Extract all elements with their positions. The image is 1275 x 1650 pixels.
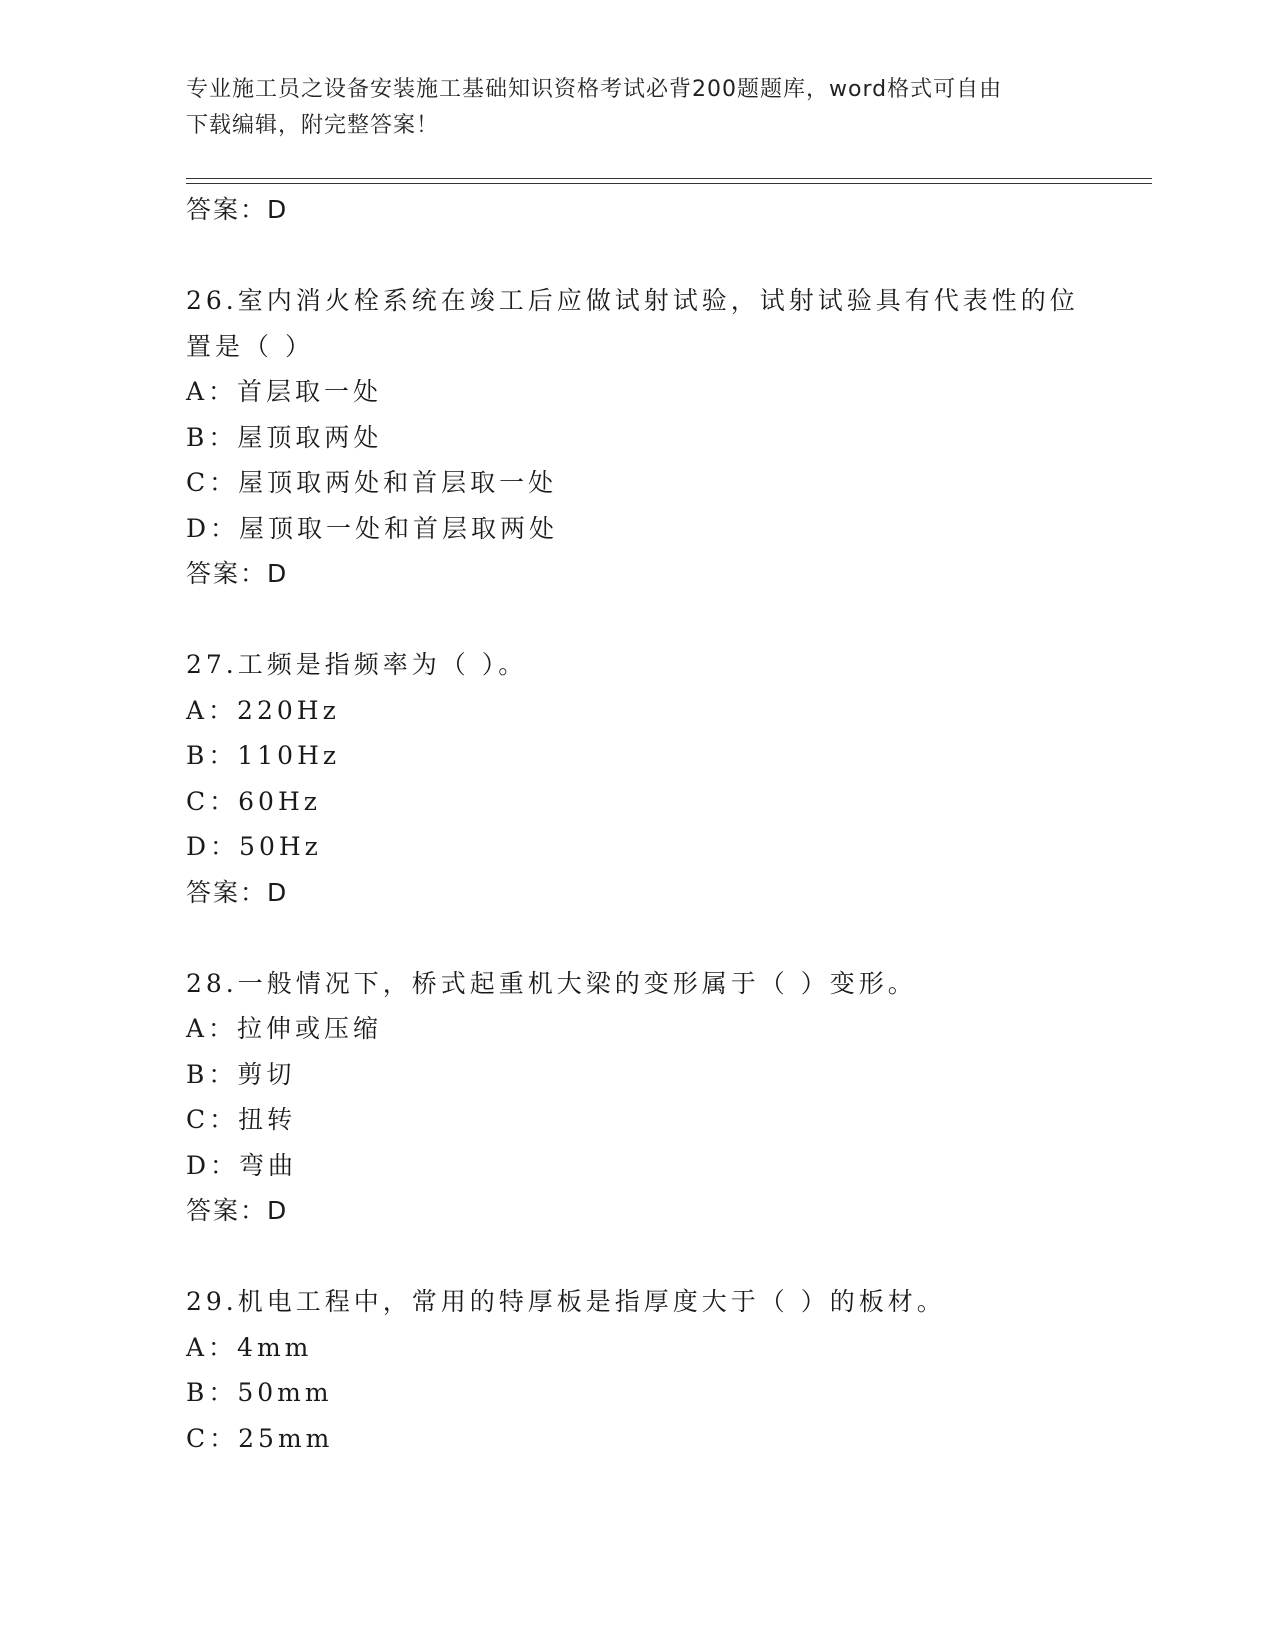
option-b: B：50mm (186, 1378, 333, 1407)
option-c: C：25mm (186, 1423, 334, 1453)
spacer (186, 1234, 1146, 1280)
answer-line: 答案：D (186, 1196, 289, 1225)
page-header (186, 72, 1086, 144)
option-c: C：60Hz (186, 786, 321, 816)
option-c: C：扭转 (186, 1105, 297, 1134)
option-a: A：220Hz (186, 695, 340, 725)
option-d: D：屋顶取一处和首层取两处 (186, 513, 559, 543)
option-d: D：50Hz (186, 832, 322, 861)
question-text: 29.机电工程中，常用的特厚板是指厚度大于（ ）的板材。 (186, 1287, 946, 1316)
answer-line: 答案：D (186, 877, 289, 907)
option-a: A：4mm (186, 1332, 313, 1362)
question-block (186, 642, 1146, 915)
question-block (186, 961, 1146, 1234)
answer-line: 答案：D (186, 195, 289, 224)
option-d: D：弯曲 (186, 1150, 298, 1180)
option-a: A：首层取一处 (186, 377, 383, 406)
option-c: C：屋顶取两处和首层取一处 (186, 468, 558, 497)
option-a: A：拉伸或压缩 (186, 1014, 383, 1043)
question-block (186, 1279, 1146, 1461)
header-line-1: 专业施工员之设备安装施工基础知识资格考试必背200题题库，word格式可自由 (186, 77, 1003, 102)
question-text: 置是（ ） (186, 331, 314, 361)
header-line-2: 下载编辑，附完整答案！ (186, 113, 440, 138)
option-b: B：屋顶取两处 (186, 422, 383, 452)
option-b: B：110Hz (186, 741, 341, 770)
question-text: 27.工频是指频率为（ ）。 (186, 650, 528, 679)
question-text: 28.一般情况下，桥式起重机大梁的变形属于（ ）变形。 (186, 968, 917, 998)
spacer (186, 597, 1146, 643)
question-text: 26.室内消火栓系统在竣工后应做试射试验，试射试验具有代表性的位 (186, 286, 1079, 315)
spacer (186, 233, 1146, 279)
header-rule-bottom (186, 183, 1152, 184)
option-b: B：剪切 (186, 1059, 296, 1089)
spacer (186, 915, 1146, 961)
question-block (186, 278, 1146, 597)
answer-line: 答案：D (186, 559, 289, 588)
question-content (186, 187, 1146, 1461)
header-rule-top (186, 178, 1152, 179)
